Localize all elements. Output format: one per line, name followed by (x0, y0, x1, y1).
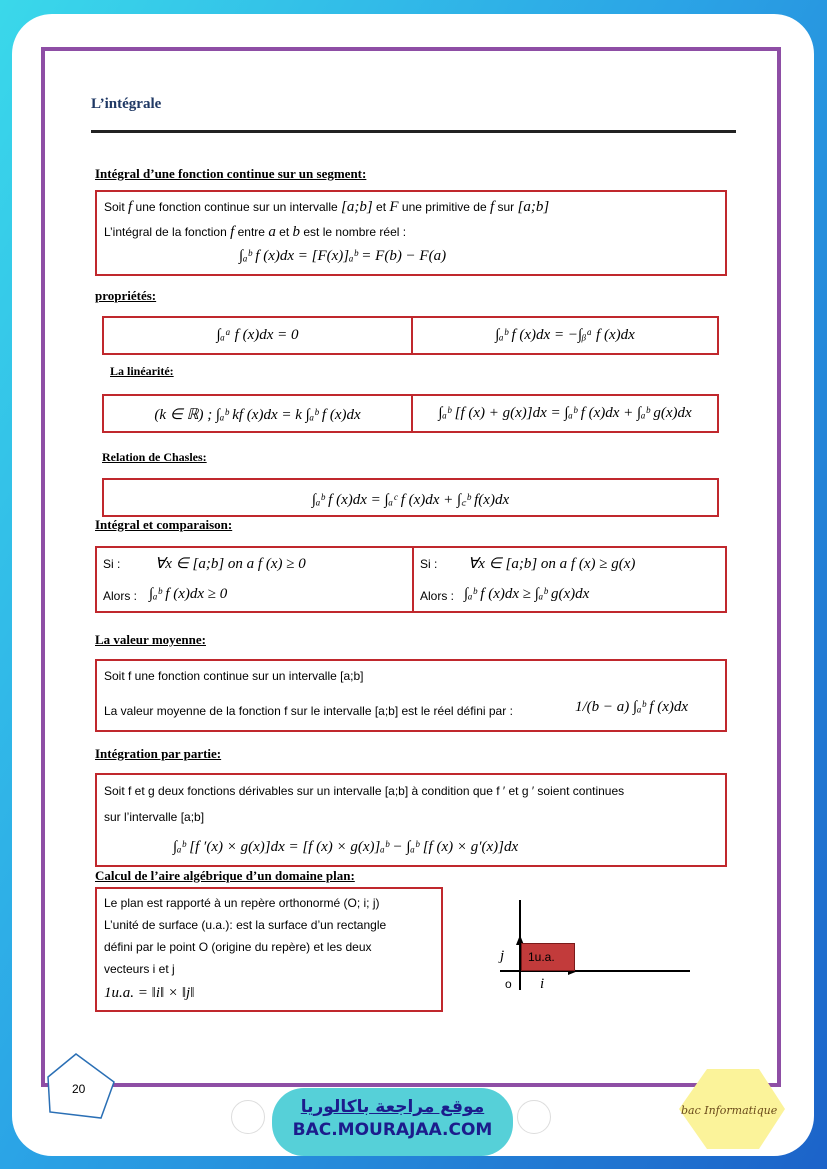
area-line3: défini par le point O (origine du repère) et les deux (104, 940, 372, 954)
property-zero-width: ∫ₐᵃ f (x)dx = 0 (216, 327, 299, 343)
parts-line1: Soit f et g deux fonctions dérivables sur un intervalle [a;b] à condition que f ′ et g ′ soient continues (104, 784, 625, 798)
definition-heading: Intégral d’une fonction continue sur un segment: (95, 166, 367, 181)
comparison-right-then: ∫ₐᵇ f (x)dx ≥ ∫ₐᵇ g(x)dx (464, 586, 590, 602)
mean-formula: 1/(b − a) ∫ₐᵇ f (x)dx (575, 699, 689, 715)
properties-heading: propriétés: (95, 288, 157, 303)
unit-square-label: 1u.a. (528, 950, 555, 964)
chasles-box (102, 478, 719, 517)
chasles-heading: Relation de Chasles: (102, 450, 207, 464)
mean-line2: La valeur moyenne de la fonction f sur le intervalle [a;b] est le réel défini par : (104, 704, 513, 718)
chasles-formula: ∫ₐᵇ f (x)dx = ∫ₐᶜ f (x)dx + ∫꜀ᵇ f(x)dx (311, 492, 510, 508)
linearity-box (102, 394, 719, 433)
definition-formula: ∫ₐᵇ f (x)dx = [F(x)]ₐᵇ = F(b) − F(a) (239, 248, 447, 264)
definition-line2: L’intégral de la fonction f entre a et b est le nombre réel : (104, 224, 407, 240)
site-name-arabic: موقع مراجعة باكالوريا (300, 1097, 485, 1117)
site-url[interactable]: BAC.MOURAJAA.COM (292, 1120, 493, 1140)
bac-informatique-text: bac Informatique (681, 1104, 778, 1117)
comparison-right-cell (412, 548, 725, 611)
site-logo-right (517, 1100, 551, 1134)
linearity-left-cell (104, 396, 411, 431)
area-line1: Le plan est rapporté à un repère orthonormé (O; i; j) (104, 896, 380, 910)
area-heading: Calcul de l’aire algébrique d’un domaine plan: (95, 868, 355, 883)
linearity-scalar: (k ∈ ℝ) ; ∫ₐᵇ kf (x)dx = k ∫ₐᵇ f (x)dx (154, 407, 361, 423)
mean-heading: La valeur moyenne: (95, 632, 206, 647)
linearity-heading: La linéarité: (110, 364, 174, 378)
mean-line1: Soit f une fonction continue sur un intervalle [a;b] (104, 669, 364, 683)
properties-left-cell (104, 318, 411, 353)
site-banner[interactable] (272, 1088, 513, 1156)
comparison-left-then-label: Alors : (103, 589, 138, 603)
i-label: i (540, 976, 545, 992)
linearity-right-cell (411, 396, 717, 431)
definition-box (95, 190, 727, 276)
parts-formula: ∫ₐᵇ [f ′(x) × g(x)]dx = [f (x) × g(x)]ₐᵇ − ∫ₐᵇ [f (x) × g′(x)]dx (173, 839, 519, 855)
comparison-left-then: ∫ₐᵇ f (x)dx ≥ 0 (149, 586, 228, 602)
property-reverse-bounds: ∫ₐᵇ f (x)dx = −∫ᵦᵃ f (x)dx (495, 327, 635, 343)
area-unit-formula: 1u.a. = ‖i‖ × ‖j‖ (104, 985, 195, 1001)
comparison-right-if-label: Si : (420, 557, 438, 571)
comparison-left-cell (97, 548, 412, 611)
origin-label: o (505, 977, 512, 991)
comparison-right-then-label: Alors : (420, 589, 455, 603)
comparison-right-if: ∀x ∈ [a;b] on a f (x) ≥ g(x) (468, 556, 636, 572)
parts-heading: Intégration par partie: (95, 746, 222, 761)
definition-line1: Soit f une fonction continue sur un intervalle [a;b] et F une primitive de f sur [a;b] (104, 199, 550, 215)
properties-right-cell (411, 318, 717, 353)
area-line4: vecteurs i et j (104, 962, 175, 976)
parts-line2: sur l’intervalle [a;b] (104, 810, 205, 824)
title-divider (91, 130, 736, 133)
comparison-heading: Intégral et comparaison: (95, 517, 233, 532)
unit-area-figure (480, 895, 700, 1005)
site-logo-left (231, 1100, 265, 1134)
page-title: L’intégrale (91, 96, 162, 112)
comparison-left-if: ∀x ∈ [a;b] on a f (x) ≥ 0 (155, 556, 306, 572)
comparison-left-if-label: Si : (103, 557, 121, 571)
parts-box (95, 773, 727, 867)
j-label: j (500, 948, 505, 964)
mean-box (95, 659, 727, 732)
page-number: 20 (72, 1082, 86, 1096)
area-box (95, 887, 443, 1012)
linearity-sum: ∫ₐᵇ [f (x) + g(x)]dx = ∫ₐᵇ f (x)dx + ∫ₐᵇ g(x)dx (438, 405, 692, 421)
comparison-box (95, 546, 727, 613)
properties-box (102, 316, 719, 355)
area-line2: L’unité de surface (u.a.): est la surface d’un rectangle (104, 918, 387, 932)
